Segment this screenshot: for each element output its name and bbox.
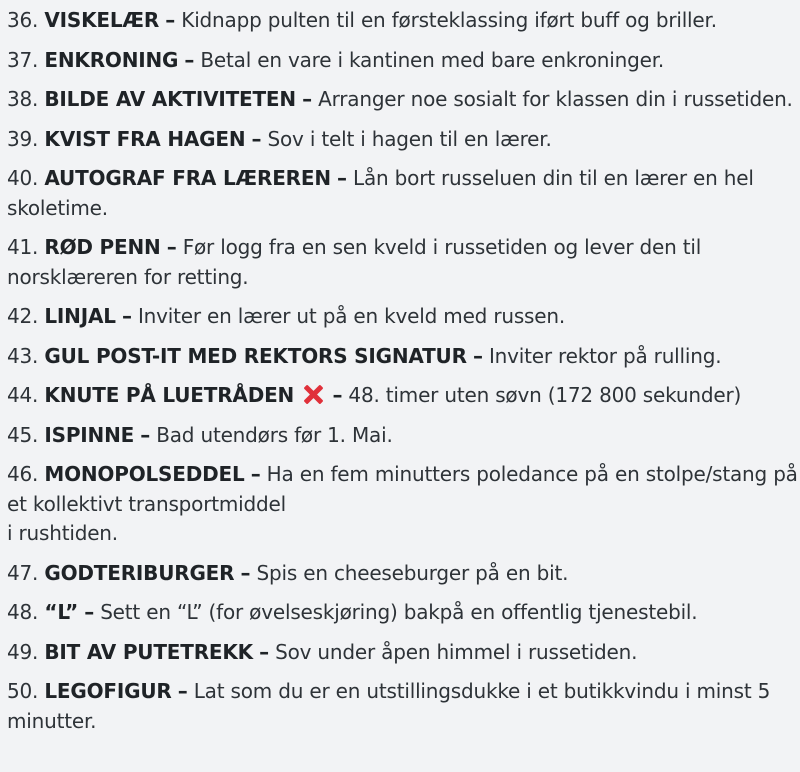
item-dash: – — [165, 8, 176, 32]
item-text: Arranger noe sosialt for klassen din i russetiden. — [318, 87, 793, 111]
item-text: Kidnapp pulten til en førsteklassing iført buff og briller. — [181, 8, 717, 32]
item-text: Inviter en lærer ut på en kveld med russen. — [137, 304, 566, 328]
list-item — [7, 233, 800, 292]
cross-mark-icon — [302, 383, 324, 405]
item-text: Ha en fem minutters poledance på en stolpe/stang på et kollektivt transportmiddel — [7, 462, 798, 516]
item-text: Sov i telt i hagen til en lærer. — [267, 126, 552, 151]
item-title: “L” — [44, 600, 79, 624]
list-item — [7, 638, 800, 668]
item-number: 38. — [7, 87, 39, 111]
list-item — [7, 302, 800, 332]
item-title: KVIST FRA HAGEN — [44, 126, 246, 151]
list-item — [7, 6, 800, 36]
item-number: 46. — [7, 462, 39, 486]
item-text: Betal en vare i kantinen med bare enkroninger. — [200, 47, 665, 72]
list-item — [7, 46, 800, 76]
item-text: 48. timer uten søvn (172 800 sekunder) — [348, 383, 742, 407]
list-item — [7, 559, 800, 589]
item-dash: – — [472, 343, 483, 368]
list-item — [7, 598, 800, 628]
item-title: BILDE AV AKTIVITETEN — [44, 87, 296, 111]
list-item — [7, 381, 800, 411]
item-dash: – — [337, 166, 347, 190]
item-title: ENKRONING — [44, 47, 179, 72]
item-dash: – — [240, 560, 251, 585]
item-text: Bad utendørs før 1. Mai. — [156, 422, 393, 447]
item-number: 41. — [7, 235, 39, 259]
list-item — [7, 677, 800, 736]
item-number: 49. — [7, 639, 39, 664]
item-text: Spis en cheeseburger på en bit. — [256, 560, 569, 585]
list-item — [7, 85, 800, 115]
item-dash: – — [302, 87, 312, 111]
item-title: MONOPOLSEDDEL — [44, 462, 245, 486]
item-dash: – — [251, 126, 262, 151]
list-item — [7, 125, 800, 155]
list-item — [7, 460, 800, 549]
item-dash: – — [140, 422, 151, 447]
item-text: Sett en “L” (for øvelseskjøring) bakpå en offentlig tjenestebil. — [100, 600, 698, 624]
item-dash: – — [84, 600, 95, 624]
item-text: Sov under åpen himmel i russetiden. — [275, 639, 638, 664]
item-number: 43. — [7, 343, 39, 368]
item-dash: – — [332, 383, 343, 407]
item-dash: – — [121, 304, 132, 328]
item-text: Lån bort russeluen din til en lærer en hel skoletime. — [7, 166, 754, 220]
item-text: Lat som du er en utstillingsdukke i et butikkvindu i minst 5 minutter. — [7, 679, 771, 733]
item-text: Inviter rektor på rulling. — [488, 343, 722, 368]
list-item — [7, 421, 800, 451]
item-dash: – — [177, 679, 188, 703]
item-title: VISKELÆR — [44, 8, 160, 32]
item-title: BIT AV PUTETREKK — [44, 639, 253, 664]
item-number: 40. — [7, 166, 39, 190]
item-dash: – — [166, 235, 177, 259]
item-number: 37. — [7, 47, 39, 72]
item-number: 48. — [7, 600, 39, 624]
list-item — [7, 164, 800, 223]
item-text-continued: i rushtiden. — [7, 521, 118, 545]
item-title: KNUTE PÅ LUETRÅDEN — [44, 383, 295, 407]
item-number: 47. — [7, 560, 39, 585]
item-number: 39. — [7, 126, 39, 151]
item-text: Før logg fra en sen kveld i russetiden og lever den til norsklæreren for retting. — [7, 235, 702, 289]
list-item — [7, 342, 800, 372]
item-dash: – — [184, 47, 195, 72]
item-number: 50. — [7, 679, 39, 703]
item-number: 42. — [7, 304, 39, 328]
item-number: 45. — [7, 422, 39, 447]
item-dash: – — [259, 639, 269, 664]
item-title: RØD PENN — [44, 235, 161, 259]
item-dash: – — [250, 462, 261, 486]
item-title: GUL POST-IT MED REKTORS SIGNATUR — [44, 343, 467, 368]
item-title: GODTERIBURGER — [44, 560, 235, 585]
item-number: 44. — [7, 383, 39, 407]
item-number: 36. — [7, 8, 39, 32]
item-title: LINJAL — [44, 304, 116, 328]
item-title: AUTOGRAF FRA LÆREREN — [44, 166, 331, 190]
item-title: ISPINNE — [44, 422, 135, 447]
item-title: LEGOFIGUR — [44, 679, 172, 703]
